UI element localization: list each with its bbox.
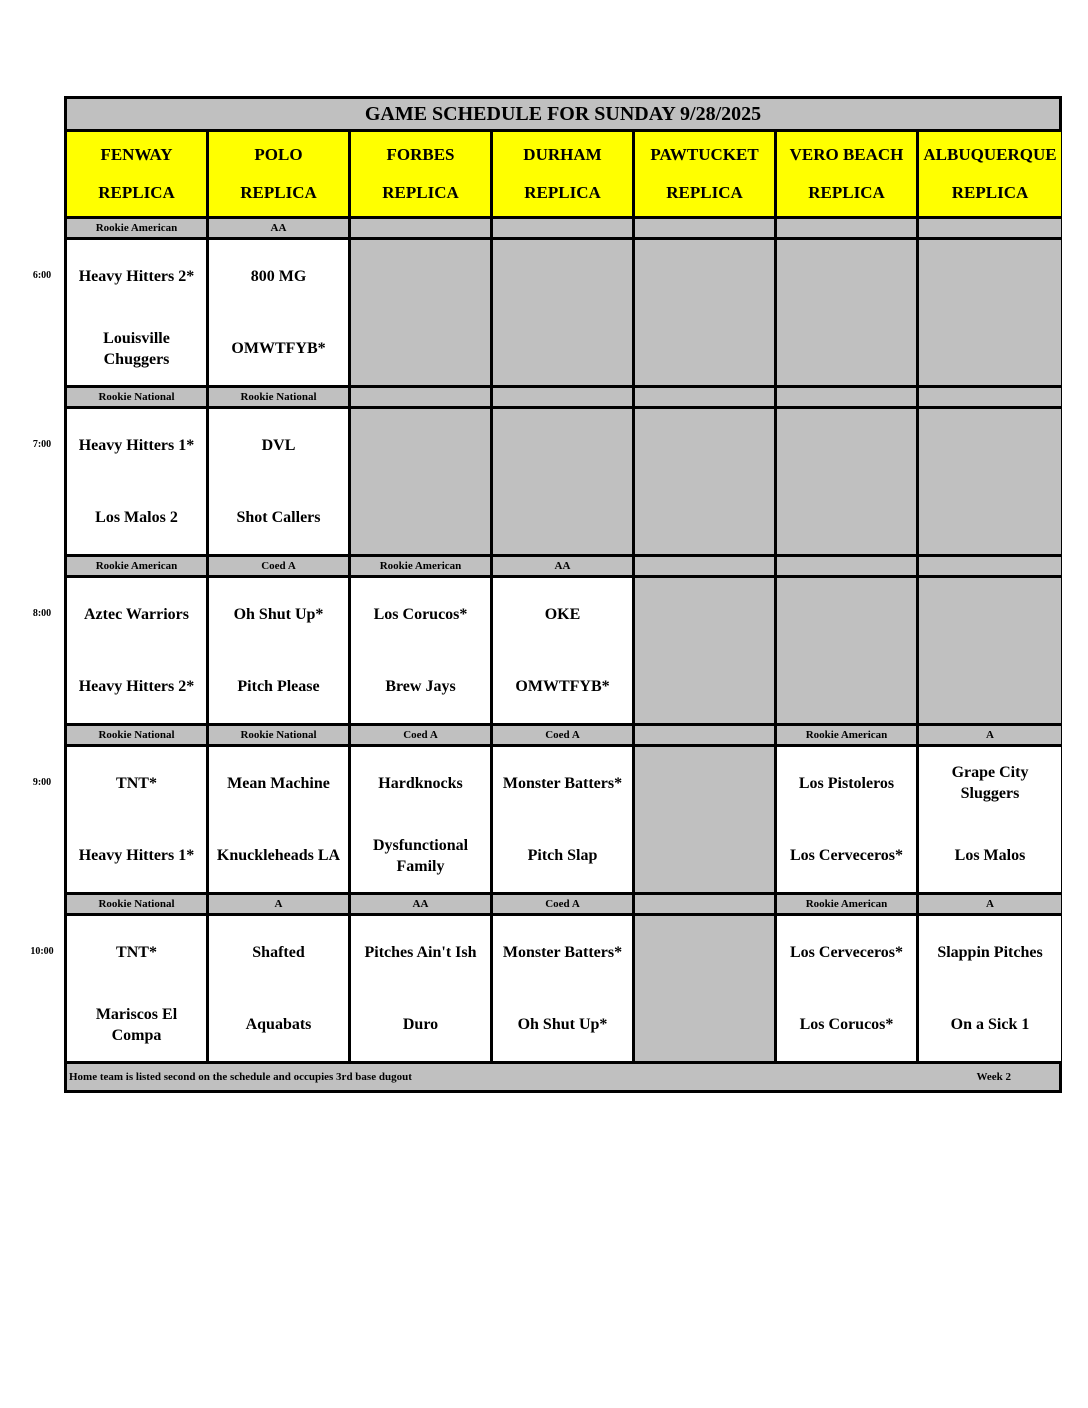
empty-field-cell [777, 578, 919, 723]
time-label: 9:00 [32, 777, 52, 788]
division-label [635, 557, 777, 575]
home-team: Los Malos [954, 847, 1026, 865]
empty-field-cell [351, 240, 493, 385]
venue-header [351, 132, 493, 216]
game-row [67, 916, 1059, 1064]
game-cell [67, 409, 209, 554]
game-cell [67, 578, 209, 723]
division-label: Rookie National [67, 895, 209, 913]
game-cell [493, 916, 635, 1061]
empty-field-cell [919, 240, 1061, 385]
away-team: Pitches Ain't Ish [364, 943, 477, 961]
game-cell [209, 747, 351, 892]
division-label: Rookie American [67, 219, 209, 237]
away-team: Slappin Pitches [937, 943, 1043, 961]
time-label: 8:00 [32, 608, 52, 619]
home-team: Los Cerveceros* [790, 847, 903, 865]
away-team: Los Corucos* [373, 605, 468, 623]
away-team: Hardknocks [378, 774, 463, 792]
game-cell [351, 916, 493, 1061]
away-team: OKE [544, 605, 581, 623]
game-cell [209, 916, 351, 1061]
home-team: Heavy Hitters 1* [78, 847, 195, 865]
division-label [777, 219, 919, 237]
division-row [67, 388, 1059, 409]
division-label: Coed A [209, 557, 351, 575]
venue-name: ALBUQUERQUE [923, 145, 1057, 164]
division-label [351, 388, 493, 406]
home-team: Mariscos El Compa [95, 1005, 178, 1044]
game-cell [209, 409, 351, 554]
division-label [493, 219, 635, 237]
home-team: Pitch Please [237, 678, 320, 696]
venue-header [777, 132, 919, 216]
home-team: On a Sick 1 [950, 1016, 1030, 1034]
empty-field-cell [635, 747, 777, 892]
division-label [351, 219, 493, 237]
division-label [777, 388, 919, 406]
division-label [635, 219, 777, 237]
venue-name: VERO BEACH [789, 145, 904, 164]
home-team: Shot Callers [236, 509, 321, 527]
time-label: 6:00 [32, 270, 52, 281]
division-label [493, 388, 635, 406]
venue-subtitle: REPLICA [666, 183, 743, 202]
venue-subtitle: REPLICA [382, 183, 459, 202]
division-label: AA [209, 219, 351, 237]
game-cell [919, 916, 1061, 1061]
empty-field-cell [351, 409, 493, 554]
empty-field-cell [635, 409, 777, 554]
division-label: Rookie American [351, 557, 493, 575]
home-team: Louisville Chuggers [103, 329, 170, 368]
schedule-title: GAME SCHEDULE FOR SUNDAY 9/28/2025 [67, 99, 1059, 132]
away-team: Monster Batters* [502, 774, 623, 792]
venue-name: PAWTUCKET [650, 145, 759, 164]
game-cell [351, 747, 493, 892]
division-label: Rookie National [209, 388, 351, 406]
home-team: OMWTFYB* [515, 678, 610, 696]
home-team: OMWTFYB* [231, 340, 326, 358]
venue-subtitle: REPLICA [808, 183, 885, 202]
division-label [919, 388, 1061, 406]
home-team: Heavy Hitters 2* [78, 678, 195, 696]
game-row [67, 240, 1059, 388]
game-cell [209, 578, 351, 723]
game-cell [351, 578, 493, 723]
away-team: Los Pistoleros [798, 774, 895, 792]
game-cell [209, 240, 351, 385]
venue-header [493, 132, 635, 216]
venue-subtitle: REPLICA [951, 183, 1029, 202]
game-cell [67, 916, 209, 1061]
division-row [67, 895, 1059, 916]
division-row [67, 557, 1059, 578]
game-cell [777, 747, 919, 892]
division-label: Coed A [493, 726, 635, 744]
away-team: Oh Shut Up* [233, 605, 324, 623]
division-row [67, 219, 1059, 240]
division-label: Rookie National [67, 726, 209, 744]
game-row [67, 578, 1059, 726]
footer-row [67, 1064, 1059, 1090]
empty-field-cell [777, 240, 919, 385]
game-cell [67, 240, 209, 385]
empty-field-cell [919, 409, 1061, 554]
time-label: 10:00 [30, 946, 54, 957]
away-team: TNT* [116, 774, 157, 792]
division-label: A [919, 895, 1061, 913]
schedule-table [64, 96, 1062, 1093]
away-team: Heavy Hitters 1* [78, 436, 195, 454]
game-row [67, 409, 1059, 557]
away-team: TNT* [116, 943, 157, 961]
away-team: Heavy Hitters 2* [78, 267, 195, 285]
venue-header [635, 132, 777, 216]
division-label: Rookie National [67, 388, 209, 406]
venue-header [209, 132, 351, 216]
venue-name: POLO [254, 145, 303, 164]
venue-header [919, 132, 1061, 216]
venue-subtitle: REPLICA [98, 183, 175, 202]
venue-name: FORBES [386, 145, 455, 164]
empty-field-cell [493, 409, 635, 554]
home-team: Los Corucos* [799, 1016, 894, 1034]
home-team: Duro [402, 1016, 439, 1034]
division-label: AA [493, 557, 635, 575]
division-label: AA [351, 895, 493, 913]
division-label [919, 557, 1061, 575]
division-row [67, 726, 1059, 747]
division-label: Rookie American [67, 557, 209, 575]
venue-name: DURHAM [523, 145, 602, 164]
away-team: 800 MG [250, 267, 307, 285]
game-row [67, 747, 1059, 895]
game-cell [493, 747, 635, 892]
venue-subtitle: REPLICA [524, 183, 601, 202]
empty-field-cell [919, 578, 1061, 723]
time-label: 7:00 [32, 439, 52, 450]
footer-note: Home team is listed second on the schedule and occupies 3rd base dugout [69, 1071, 412, 1083]
division-label [919, 219, 1061, 237]
game-cell [67, 747, 209, 892]
venue-header [67, 132, 209, 216]
game-cell [777, 916, 919, 1061]
home-team: Knuckleheads LA [216, 847, 341, 865]
home-team: Brew Jays [385, 678, 456, 696]
venue-name: FENWAY [100, 145, 173, 164]
empty-field-cell [777, 409, 919, 554]
away-team: Aztec Warriors [84, 605, 189, 623]
empty-field-cell [493, 240, 635, 385]
away-team: Grape City Sluggers [951, 764, 1029, 803]
empty-field-cell [635, 578, 777, 723]
away-team: Shafted [252, 943, 305, 961]
home-team: Los Malos 2 [95, 509, 178, 527]
venue-subtitle: REPLICA [240, 183, 317, 202]
away-team: Monster Batters* [502, 943, 623, 961]
game-cell [493, 578, 635, 723]
division-label: Rookie American [777, 726, 919, 744]
away-team: Los Cerveceros* [790, 943, 903, 961]
division-label: Rookie American [777, 895, 919, 913]
venue-header-row [67, 132, 1059, 219]
division-label: A [209, 895, 351, 913]
division-label [635, 726, 777, 744]
division-label: Coed A [493, 895, 635, 913]
week-label: Week 2 [976, 1071, 1011, 1083]
home-team: Aquabats [245, 1016, 312, 1034]
division-label: Rookie National [209, 726, 351, 744]
game-cell [919, 747, 1061, 892]
division-label [635, 388, 777, 406]
empty-field-cell [635, 240, 777, 385]
division-label: Coed A [351, 726, 493, 744]
empty-field-cell [635, 916, 777, 1061]
away-team: Mean Machine [227, 774, 330, 792]
home-team: Dysfunctional Family [372, 836, 469, 875]
home-team: Pitch Slap [527, 847, 598, 865]
division-label [635, 895, 777, 913]
division-label: A [919, 726, 1061, 744]
home-team: Oh Shut Up* [517, 1016, 608, 1034]
away-team: DVL [261, 436, 296, 454]
division-label [777, 557, 919, 575]
time-slots [67, 219, 1059, 1064]
